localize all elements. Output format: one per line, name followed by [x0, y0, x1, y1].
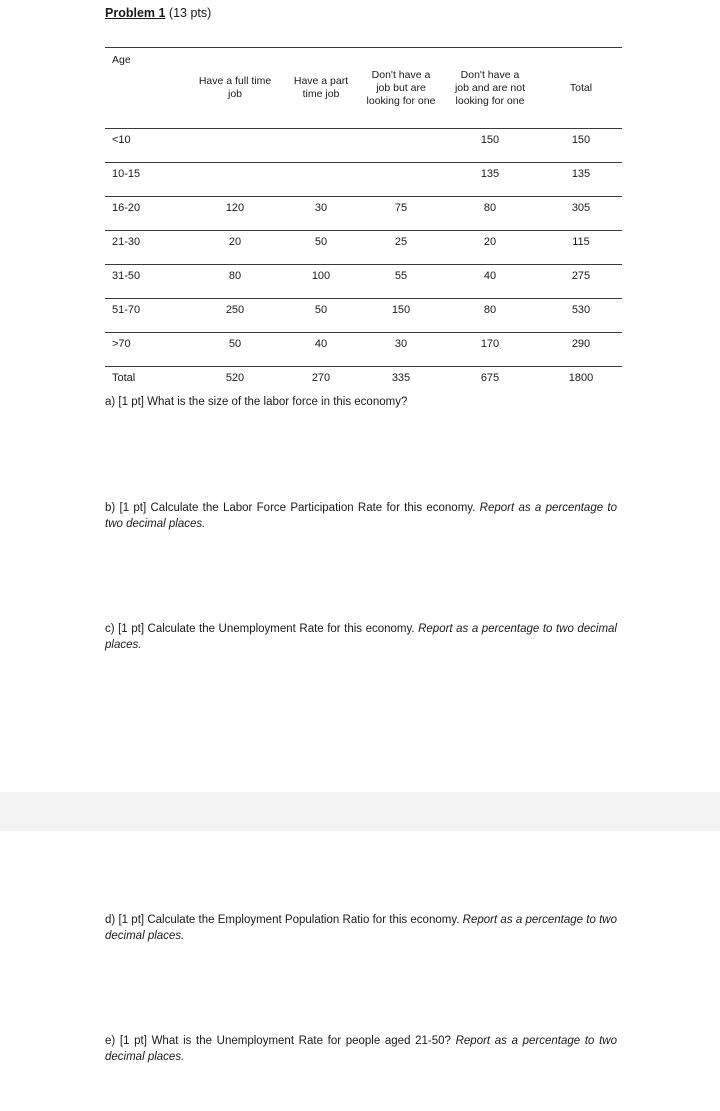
table-cell: 40: [440, 265, 540, 299]
table-row: [105, 231, 622, 265]
table-cell: [190, 163, 280, 197]
table-cell: [362, 129, 440, 163]
table-cell: Total: [105, 367, 190, 401]
table-cell: 335: [362, 367, 440, 401]
table-cell: 20: [190, 231, 280, 265]
table-cell: 290: [540, 333, 622, 367]
table-cell: 1800: [540, 367, 622, 401]
table-cell: 150: [540, 129, 622, 163]
table-cell: 75: [362, 197, 440, 231]
table-row: [105, 265, 622, 299]
table-cell: 55: [362, 265, 440, 299]
table-row: [105, 163, 622, 197]
table-cell: 25: [362, 231, 440, 265]
column-header-total: Total: [540, 48, 622, 129]
problem-title: [105, 6, 211, 20]
question-b: [105, 501, 617, 532]
column-header-part-time: Have a part time job: [280, 48, 362, 129]
table-cell: 40: [280, 333, 362, 367]
question-e: [105, 1034, 617, 1065]
table-cell: 100: [280, 265, 362, 299]
table-cell: 305: [540, 197, 622, 231]
table-cell: 150: [440, 129, 540, 163]
table-cell: 120: [190, 197, 280, 231]
table-cell: 50: [280, 299, 362, 333]
page-break-band: [0, 792, 720, 831]
question-d-note: Report as a percentage to two decimal places.: [105, 914, 617, 942]
table-cell: 275: [540, 265, 622, 299]
table-cell: 250: [190, 299, 280, 333]
table-cell: >70: [105, 333, 190, 367]
table-cell: 50: [190, 333, 280, 367]
table-header-row: [105, 48, 622, 129]
table-cell: 530: [540, 299, 622, 333]
column-header-full-time: Have a full time job: [190, 48, 280, 129]
table-cell: 150: [362, 299, 440, 333]
problem-title-text: Problem 1: [105, 6, 166, 20]
table-cell: 21-30: [105, 231, 190, 265]
table-row: [105, 197, 622, 231]
table-cell: 50: [280, 231, 362, 265]
question-a: [105, 395, 617, 411]
table-cell: 31-50: [105, 265, 190, 299]
table-cell: 16-20: [105, 197, 190, 231]
table-cell: [280, 129, 362, 163]
question-c-text: c) [1 pt] Calculate the Unemployment Rate for this economy.: [105, 623, 419, 635]
table-cell: 80: [190, 265, 280, 299]
question-b-note: Report as a percentage to two decimal places.: [105, 502, 617, 530]
question-a-text: a) [1 pt] What is the size of the labor force in this economy?: [105, 396, 408, 408]
table-cell: 20: [440, 231, 540, 265]
question-c-note: Report as a percentage to two decimal places.: [105, 623, 617, 651]
column-header-not-looking: Don't have a job and are not looking for one: [440, 48, 540, 129]
employment-table-container: [105, 47, 622, 400]
table-cell: 30: [362, 333, 440, 367]
question-d: [105, 913, 617, 944]
table-row: [105, 129, 622, 163]
problem-points: (13 pts): [165, 6, 212, 20]
question-c: [105, 622, 617, 653]
question-b-text: b) [1 pt] Calculate the Labor Force Participation Rate for this economy.: [105, 502, 480, 514]
question-e-note: Report as a percentage to two decimal places.: [105, 1035, 617, 1063]
table-cell: 10-15: [105, 163, 190, 197]
table-cell: 520: [190, 367, 280, 401]
table-cell: <10: [105, 129, 190, 163]
employment-table: [105, 47, 622, 400]
table-cell: 80: [440, 197, 540, 231]
table-cell: 115: [540, 231, 622, 265]
table-cell: 51-70: [105, 299, 190, 333]
table-cell: 170: [440, 333, 540, 367]
table-cell: [190, 129, 280, 163]
table-cell: 30: [280, 197, 362, 231]
table-cell: 135: [540, 163, 622, 197]
table-row: [105, 333, 622, 367]
column-header-age: Age: [105, 48, 190, 129]
table-cell: 80: [440, 299, 540, 333]
table-row: [105, 299, 622, 333]
table-cell: 675: [440, 367, 540, 401]
question-e-text: e) [1 pt] What is the Unemployment Rate for people aged 21-50?: [105, 1035, 456, 1047]
table-cell: 270: [280, 367, 362, 401]
table-cell: 135: [440, 163, 540, 197]
column-header-looking: Don't have a job but are looking for one: [362, 48, 440, 129]
question-d-text: d) [1 pt] Calculate the Employment Population Ratio for this economy.: [105, 914, 463, 926]
table-cell: [362, 163, 440, 197]
table-cell: [280, 163, 362, 197]
